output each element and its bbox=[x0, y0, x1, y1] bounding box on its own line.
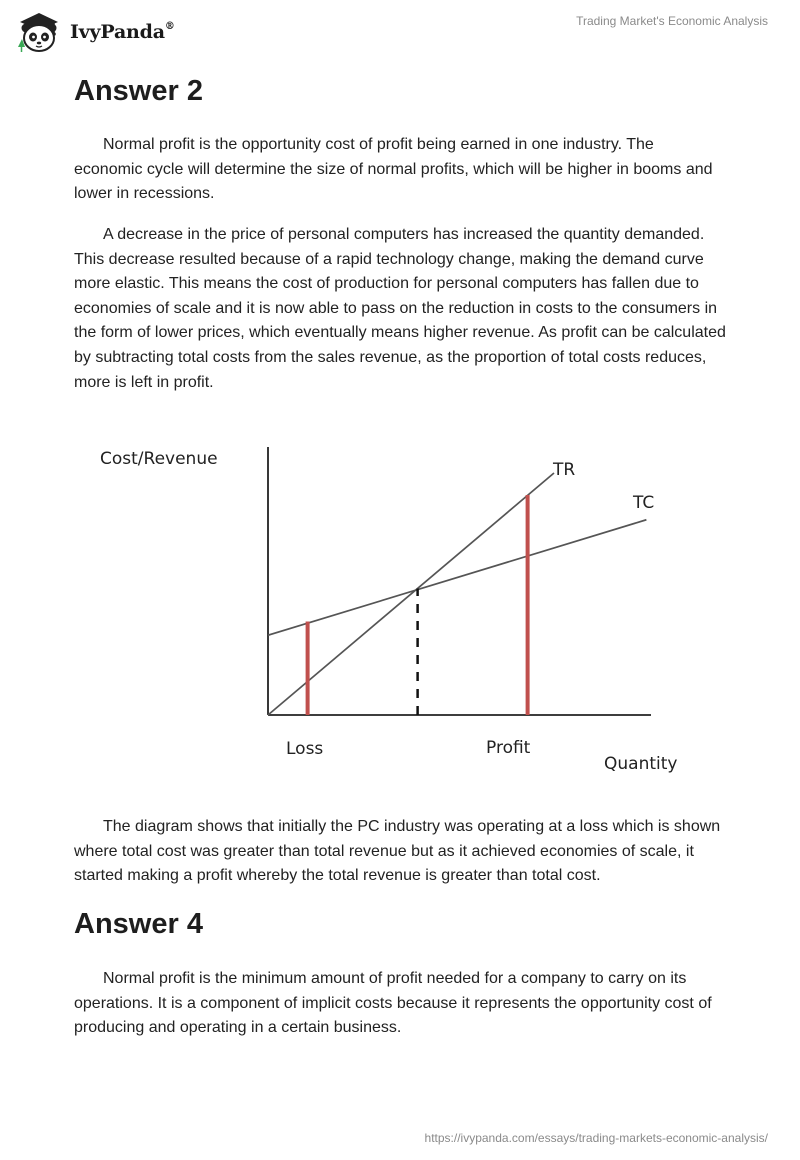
brand-name: IvyPanda® bbox=[70, 20, 175, 43]
y-axis-label: Cost/Revenue bbox=[100, 449, 218, 469]
profit-label: Profit bbox=[486, 738, 531, 758]
section-heading-answer-4: Answer 4 bbox=[74, 908, 203, 940]
document-title: Trading Market's Economic Analysis bbox=[576, 14, 768, 28]
panda-icon bbox=[14, 9, 64, 55]
brand-logo[interactable] bbox=[14, 8, 175, 56]
source-url[interactable]: https://ivypanda.com/essays/trading-markets-economic-analysis/ bbox=[424, 1131, 768, 1145]
paragraph-normal-profit-minimum: Normal profit is the minimum amount of profit needed for a company to carry on its operations. It is a component of implicit costs because it represents the opportunity cost of producing and operating in a certain business. bbox=[74, 970, 712, 1037]
loss-label: Loss bbox=[286, 739, 324, 759]
series-label-tr: TR bbox=[553, 460, 576, 480]
chart-svg bbox=[90, 435, 710, 785]
series-line-tc bbox=[268, 520, 646, 636]
section-heading-answer-2: Answer 2 bbox=[74, 75, 203, 107]
registered-mark: ® bbox=[164, 20, 175, 32]
cost-revenue-diagram bbox=[90, 435, 710, 785]
paragraph-pc-price: A decrease in the price of personal computers has increased the quantity demanded. This decrease resulted because of a rapid technology change, making the demand curve more elastic. This means the cost of production for personal computers has fallen due to economies of scale and it is now able to pass on the reduction in costs to the consumers in the form of lower prices, which eventually means higher revenue. As profit can be calculated by subtracting total costs from the sales revenue, as the proportion of total costs reduces, more is left in profit. bbox=[74, 226, 726, 391]
x-axis-label: Quantity bbox=[604, 754, 678, 774]
paragraph-normal-profit: Normal profit is the opportunity cost of profit being earned in one industry. The economic cycle will determine the size of normal profits, which will be higher in booms and lower in recessions. bbox=[74, 136, 713, 203]
paragraph-diagram-explanation: The diagram shows that initially the PC industry was operating at a loss which is shown where total cost was greater than total revenue but as it achieved economies of scale, it started making a profit whereby the total revenue is greater than total cost. bbox=[74, 818, 721, 885]
series-line-tr bbox=[268, 473, 554, 715]
series-label-tc: TC bbox=[633, 493, 655, 513]
